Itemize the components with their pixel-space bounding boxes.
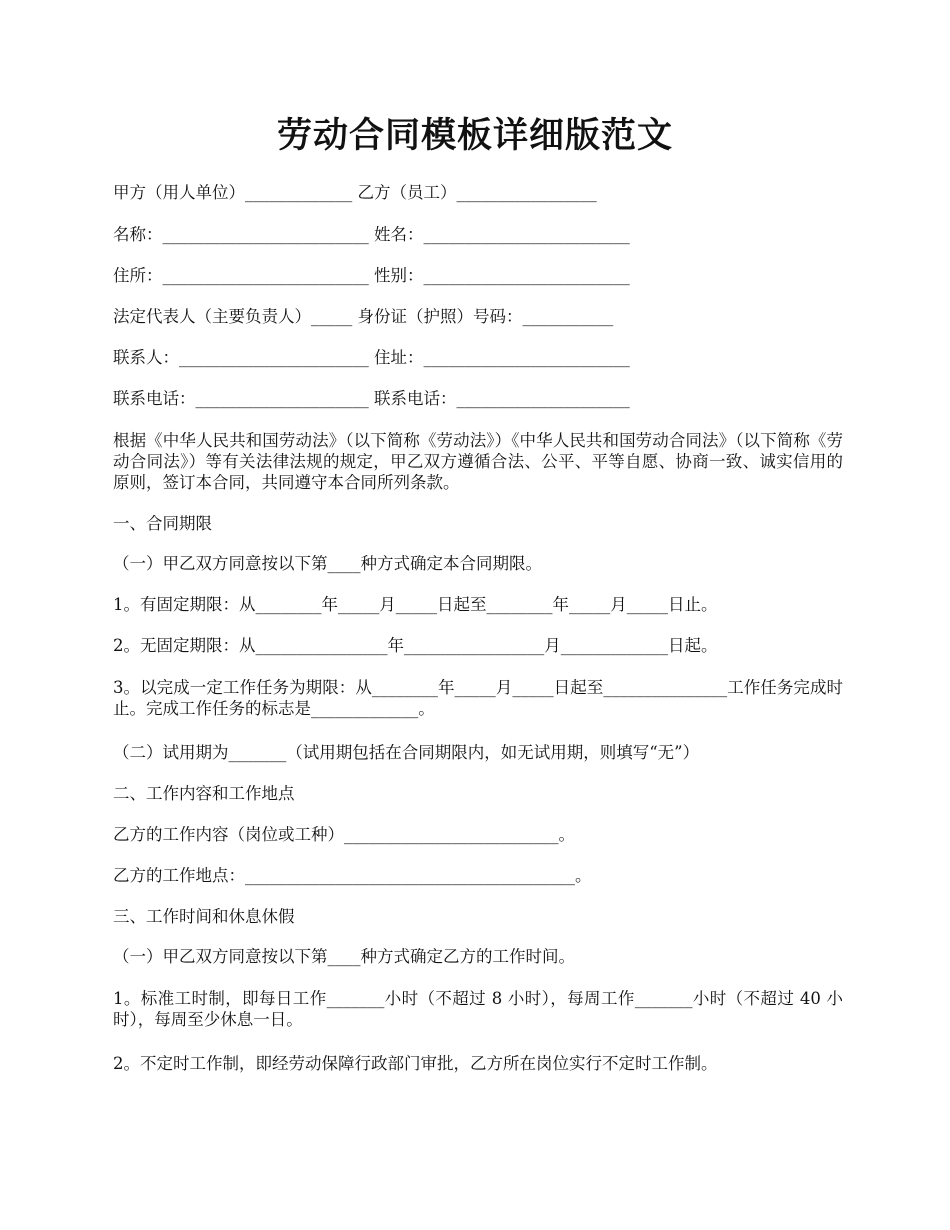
party-header-line: 甲方（用人单位）_____________ 乙方（员工）_________________ (113, 183, 597, 202)
work-content-line: 乙方的工作内容（岗位或工种）__________________________。 (113, 825, 575, 844)
section-heading-work-content: 二、工作内容和工作地点 (113, 784, 295, 803)
legal-representative-line: 法定代表人（主要负责人）_____ 身份证（护照）号码：___________ (113, 307, 614, 326)
section-heading-contract-term: 一、合同期限 (113, 514, 212, 533)
open-term-line: 2。无固定期限：从________________年_________________月_____________日起。 (113, 636, 718, 655)
flexible-hours-line: 2。不定时工作制，即经劳动保障行政部门审批，乙方所在岗位实行不定时工作制。 (113, 1054, 718, 1073)
preamble-paragraph: 根据《中华人民共和国劳动法》（以下简称《劳动法》）《中华人民共和国劳动合同法》（以下简称《劳动合同法》）等有关法律法规的规定，甲乙双方遵循合法、公平、平等自愿、协商一致、诚实信用的原则，签订本合同，共同遵守本合同所列条款。 (113, 431, 843, 492)
work-hours-method-line: （一）甲乙双方同意按以下第____种方式确定乙方的工作时间。 (113, 947, 575, 966)
probation-line: （二）试用期为_______（试用期包括在合同期限内，如无试用期，则填写“无”） (113, 743, 700, 762)
standard-hours-paragraph: 1。标准工时制，即每日工作_______小时（不超过 8 小时），每周工作_______小时（不超过 40 小时），每周至少休息一日。 (113, 989, 843, 1029)
term-method-line: （一）甲乙双方同意按以下第____种方式确定本合同期限。 (113, 554, 542, 573)
document-title: 劳动合同模板详细版范文 (276, 115, 673, 156)
fixed-term-line: 1。有固定期限：从________年_____月_____日起至________年_____月_____日止。 (113, 595, 718, 614)
address-gender-line: 住所：_________________________ 性别：_________________________ (113, 266, 630, 285)
task-term-paragraph: 3。以完成一定工作任务为期限：从________年_____月_____日起至_______________工作任务完成时止。完成工作任务的标志是_____________。 (113, 678, 843, 718)
contact-person-line: 联系人：_______________________ 住址：_________________________ (113, 348, 630, 367)
section-heading-work-hours: 三、工作时间和休息休假 (113, 907, 295, 926)
name-line: 名称：_________________________ 姓名：_________________________ (113, 225, 630, 244)
work-location-line: 乙方的工作地点：________________________________________。 (113, 866, 592, 885)
contact-phone-line: 联系电话：_____________________ 联系电话：_____________________ (113, 389, 630, 408)
